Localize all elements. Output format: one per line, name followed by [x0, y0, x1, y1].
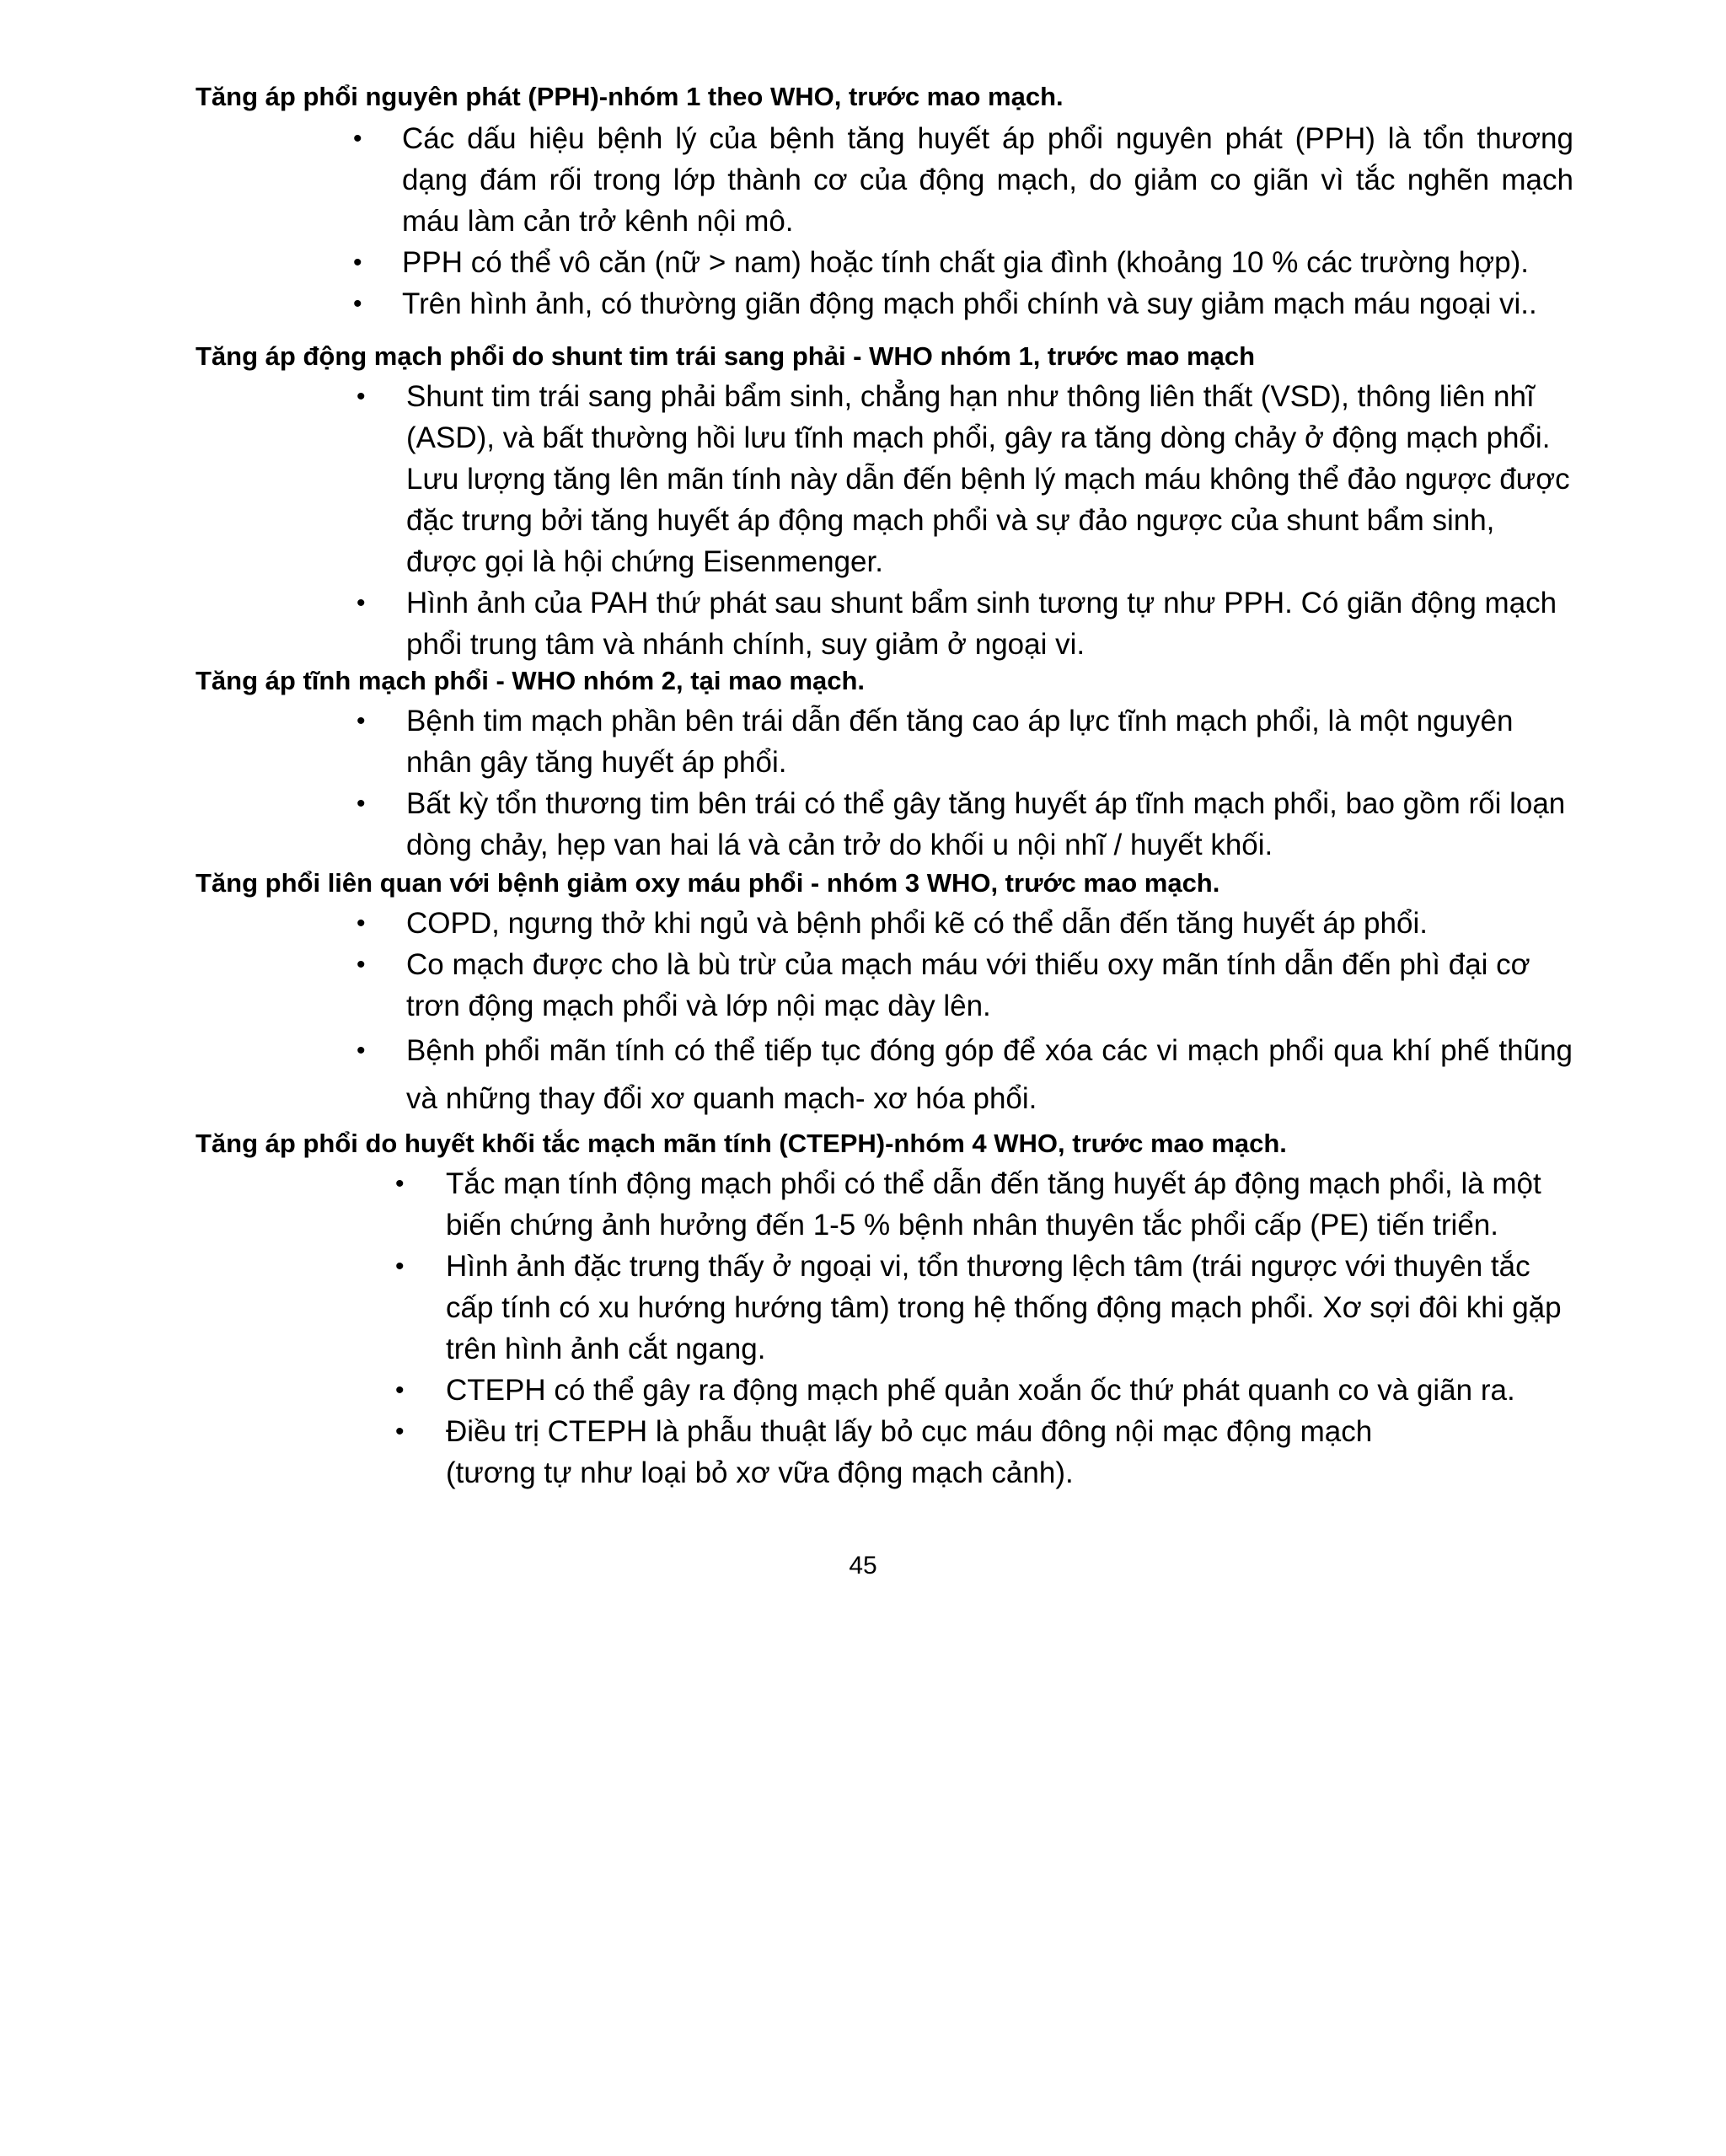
bullet-list	[196, 376, 1586, 665]
bullet-icon: •	[395, 1170, 405, 1198]
list-item-text: Hình ảnh của PAH thứ phát sau shunt bẩm sinh tương tự như PPH. Có giãn động mạch phổi trung tâm và nhánh chính, suy giảm ở ngoại vi.	[406, 587, 1557, 661]
list-item	[196, 1027, 1573, 1123]
section-heading: Tăng áp tĩnh mạch phổi - WHO nhóm 2, tại mao mạch.	[196, 666, 865, 695]
list-item-text: COPD, ngưng thở khi ngủ và bệnh phổi kẽ có thể dẫn đến tăng huyết áp phổi.	[406, 907, 1428, 940]
bullet-list	[196, 700, 1586, 866]
section-heading: Tăng áp phổi do huyết khối tắc mạch mãn tính (CTEPH)-nhóm 4 WHO, trước mao mạch.	[196, 1129, 1287, 1158]
section-left-right-shunt	[196, 336, 1586, 665]
bullet-icon: •	[356, 707, 366, 735]
list-item	[196, 283, 1573, 324]
bullet-list	[196, 1163, 1586, 1494]
section-hypoxemia-lung-disease	[196, 863, 1586, 1123]
list-item-text: CTEPH có thể gây ra động mạch phế quản xoắn ốc thứ phát quanh co và giãn ra.	[446, 1374, 1515, 1407]
list-item-text: Bất kỳ tổn thương tim bên trái có thể gây tăng huyết áp tĩnh mạch phổi, bao gồm rối loạn dòng chảy, hẹp van hai lá và cản trở do khối u nội nhĩ / huyết khối.	[406, 787, 1566, 861]
list-item	[196, 376, 1573, 582]
list-item	[196, 944, 1573, 1027]
bullet-list	[196, 903, 1586, 1123]
page-number: 45	[849, 1552, 877, 1579]
bullet-icon: •	[356, 951, 366, 979]
bullet-icon: •	[356, 909, 366, 937]
list-item-text: Các dấu hiệu bệnh lý của bệnh tăng huyết áp phổi nguyên phát (PPH) là tổn thương dạng đám rối trong lớp thành cơ của động mạch, do giảm co giãn vì tắc nghẽn mạch máu làm cản trở kênh nội mô.	[402, 122, 1573, 238]
list-item	[196, 1411, 1573, 1452]
bullet-icon: •	[356, 790, 366, 818]
list-item-continuation	[196, 1452, 1573, 1494]
list-item	[196, 903, 1573, 944]
section-heading: Tăng áp phổi nguyên phát (PPH)-nhóm 1 theo WHO, trước mao mạch.	[196, 82, 1064, 111]
bullet-icon: •	[356, 589, 366, 617]
list-item	[196, 700, 1573, 783]
list-item-text: PPH có thể vô căn (nữ > nam) hoặc tính chất gia đình (khoảng 10 % các trường hợp).	[402, 246, 1529, 279]
list-item	[196, 118, 1573, 242]
section-heading: Tăng phổi liên quan với bệnh giảm oxy máu phổi - nhóm 3 WHO, trước mao mạch.	[196, 868, 1220, 898]
list-item	[196, 1246, 1573, 1370]
list-item-text: Co mạch được cho là bù trừ của mạch máu với thiếu oxy mãn tính dẫn đến phì đại cơ trơn động mạch phổi và lớp nội mạc dày lên.	[406, 948, 1530, 1022]
bullet-icon: •	[353, 249, 362, 276]
list-item-text: Hình ảnh đặc trưng thấy ở ngoại vi, tổn thương lệch tâm (trái ngược với thuyên tắc cấp tính có xu hướng hướng tâm) trong hệ thống động mạch phổi. Xơ sợi đôi khi gặp trên hình ảnh cắt ngang.	[446, 1250, 1562, 1365]
list-item	[196, 582, 1573, 665]
list-item-text: Shunt tim trái sang phải bẩm sinh, chẳng hạn như thông liên thất (VSD), thông liên nhĩ (ASD), và bất thường hồi lưu tĩnh mạch phổi, gây ra tăng dòng chảy ở động mạch phổi. Lưu lượng tăng lên mãn tính này dẫn đến bệnh lý mạch máu không thể đảo ngược được đặc trưng bởi tăng huyết áp động mạch phổi và sự đảo ngược của shunt bẩm sinh, được gọi là hội chứng Eisenmenger.	[406, 380, 1570, 578]
section-pulmonary-venous-hypertension	[196, 661, 1586, 866]
bullet-icon: •	[356, 383, 366, 410]
bullet-icon: •	[353, 290, 362, 318]
section-primary-pulmonary-hypertension	[196, 77, 1586, 324]
section-cteph	[196, 1124, 1586, 1494]
list-item-text: Tắc mạn tính động mạch phổi có thể dẫn đến tăng huyết áp động mạch phổi, là một biến chứng ảnh hưởng đến 1-5 % bệnh nhân thuyên tắc phổi cấp (PE) tiến triển.	[446, 1167, 1541, 1242]
bullet-list	[196, 118, 1586, 324]
list-item	[196, 242, 1573, 283]
bullet-icon: •	[395, 1376, 405, 1404]
bullet-icon: •	[353, 125, 362, 153]
list-item-text: Trên hình ảnh, có thường giãn động mạch phổi chính và suy giảm mạch máu ngoại vi..	[402, 287, 1537, 320]
section-heading: Tăng áp động mạch phổi do shunt tim trái sang phải - WHO nhóm 1, trước mao mạch	[196, 341, 1255, 371]
list-item	[196, 783, 1573, 866]
list-item-text: Điều trị CTEPH là phẫu thuật lấy bỏ cục máu đông nội mạc động mạch	[446, 1415, 1373, 1448]
bullet-icon: •	[395, 1252, 405, 1280]
list-item	[196, 1163, 1573, 1246]
list-item	[196, 1370, 1573, 1411]
list-item-text: Bệnh phổi mãn tính có thể tiếp tục đóng góp để xóa các vi mạch phổi qua khí phế thũng và những thay đổi xơ quanh mạch- xơ hóa phổi.	[406, 1034, 1573, 1115]
bullet-icon: •	[356, 1037, 366, 1065]
list-item-text: (tương tự như loại bỏ xơ vữa động mạch cảnh).	[446, 1456, 1074, 1489]
list-item-text: Bệnh tim mạch phần bên trái dẫn đến tăng cao áp lực tĩnh mạch phổi, là một nguyên nhân gây tăng huyết áp phổi.	[406, 705, 1514, 779]
bullet-icon: •	[395, 1418, 405, 1445]
